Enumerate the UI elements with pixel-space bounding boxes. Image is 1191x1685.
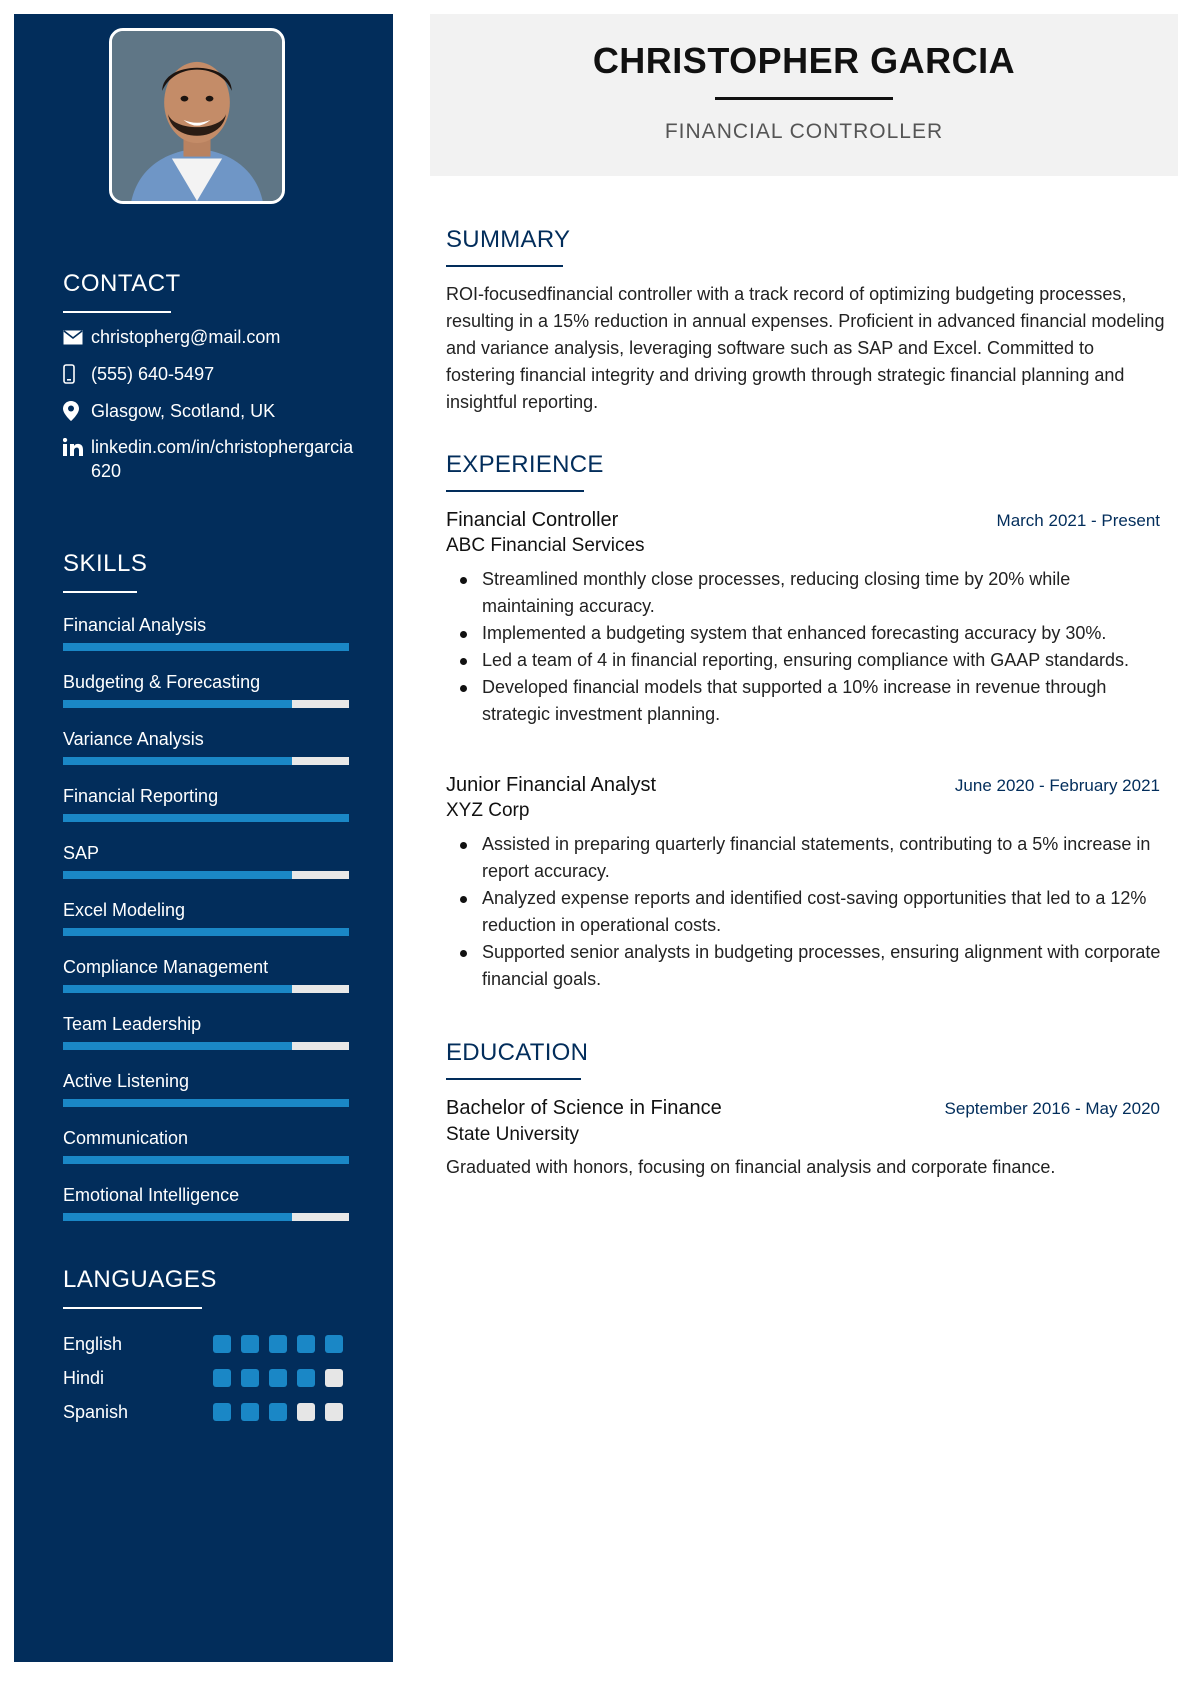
linkedin-icon bbox=[63, 435, 91, 459]
skill-level-bar bbox=[63, 814, 349, 822]
skill-item bbox=[63, 1127, 349, 1164]
education-note: Graduated with honors, focusing on financial analysis and corporate finance. bbox=[446, 1157, 1056, 1177]
contact-email[interactable] bbox=[63, 325, 363, 349]
name-divider bbox=[715, 97, 893, 100]
job-bullets bbox=[446, 831, 1166, 993]
language-item bbox=[63, 1332, 353, 1356]
skill-item bbox=[63, 785, 349, 822]
languages-underline bbox=[63, 1307, 202, 1309]
education-underline bbox=[446, 1078, 581, 1080]
job-bullet: Implemented a budgeting system that enhanced forecasting accuracy by 30%. bbox=[446, 620, 1166, 647]
skill-level-bar bbox=[63, 1213, 349, 1221]
skill-item bbox=[63, 1184, 349, 1221]
skill-level-fill bbox=[63, 928, 349, 936]
language-level-dot bbox=[241, 1403, 259, 1421]
phone-icon bbox=[63, 362, 91, 386]
sidebar bbox=[14, 14, 393, 1662]
language-level-dot bbox=[297, 1369, 315, 1387]
skill-label: Team Leadership bbox=[63, 1014, 202, 1034]
person-portrait-icon bbox=[112, 31, 282, 201]
skill-level-bar bbox=[63, 1156, 349, 1164]
skill-item bbox=[63, 1070, 349, 1107]
email-text: christopherg@mail.com bbox=[91, 327, 281, 347]
job-title: Financial Controller bbox=[446, 509, 619, 531]
skill-item bbox=[63, 614, 349, 651]
language-level-dot bbox=[325, 1335, 343, 1353]
skill-item bbox=[63, 1013, 349, 1050]
language-level-dots bbox=[213, 1369, 343, 1387]
skill-item bbox=[63, 728, 349, 765]
job-bullets bbox=[446, 566, 1166, 728]
skill-label: Budgeting & Forecasting bbox=[63, 672, 261, 692]
skill-label: Active Listening bbox=[63, 1071, 190, 1091]
profile-photo bbox=[109, 28, 285, 204]
skill-label: Communication bbox=[63, 1128, 189, 1148]
job-bullet: Supported senior analysts in budgeting processes, ensuring alignment with corporate financial goals. bbox=[446, 939, 1166, 993]
skill-level-fill bbox=[63, 643, 349, 651]
language-level-dot bbox=[213, 1335, 231, 1353]
language-label: Spanish bbox=[63, 1401, 129, 1422]
skill-level-bar bbox=[63, 985, 349, 993]
skill-label: Financial Reporting bbox=[63, 786, 219, 806]
job-bullet: Analyzed expense reports and identified cost-saving opportunities that led to a 12% reduction in operational costs. bbox=[446, 885, 1166, 939]
summary-underline bbox=[446, 265, 563, 267]
contact-linkedin[interactable] bbox=[63, 435, 363, 483]
language-level-dot bbox=[269, 1335, 287, 1353]
skill-level-fill bbox=[63, 1042, 292, 1050]
degree-title: Bachelor of Science in Finance bbox=[446, 1097, 722, 1119]
languages-heading: LANGUAGES bbox=[63, 1266, 217, 1293]
skill-level-bar bbox=[63, 757, 349, 765]
contact-heading: CONTACT bbox=[63, 270, 181, 297]
linkedin-text: linkedin.com/in/christophergarcia620 bbox=[91, 437, 354, 481]
skill-label: SAP bbox=[63, 843, 100, 863]
skill-level-bar bbox=[63, 928, 349, 936]
skill-label: Variance Analysis bbox=[63, 729, 204, 749]
skills-underline bbox=[63, 591, 137, 593]
skill-level-bar bbox=[63, 643, 349, 651]
skills-heading: SKILLS bbox=[63, 550, 148, 577]
language-label: English bbox=[63, 1333, 123, 1354]
language-level-dot bbox=[213, 1369, 231, 1387]
school-name: State University bbox=[446, 1124, 580, 1145]
phone-text: (555) 640-5497 bbox=[91, 364, 215, 384]
job-dates: June 2020 - February 2021 bbox=[954, 776, 1160, 795]
job-title: Junior Financial Analyst bbox=[446, 774, 657, 796]
skill-level-fill bbox=[63, 1099, 349, 1107]
language-level-dots bbox=[213, 1403, 343, 1421]
job-bullet: Led a team of 4 in financial reporting, ensuring compliance with GAAP standards. bbox=[446, 647, 1166, 674]
language-level-dot bbox=[269, 1403, 287, 1421]
education-dates: September 2016 - May 2020 bbox=[944, 1099, 1160, 1118]
experience-underline bbox=[446, 490, 584, 492]
job-dates: March 2021 - Present bbox=[996, 511, 1160, 530]
resume-header bbox=[430, 14, 1178, 176]
skill-level-fill bbox=[63, 700, 292, 708]
skill-level-fill bbox=[63, 814, 349, 822]
skill-label: Financial Analysis bbox=[63, 615, 207, 635]
location-text: Glasgow, Scotland, UK bbox=[91, 401, 276, 421]
language-level-dot bbox=[241, 1369, 259, 1387]
education-heading: EDUCATION bbox=[446, 1039, 589, 1066]
language-level-dot bbox=[297, 1335, 315, 1353]
location-pin-icon bbox=[63, 399, 91, 423]
skill-level-fill bbox=[63, 1156, 349, 1164]
language-level-dot bbox=[325, 1369, 343, 1387]
experience-heading: EXPERIENCE bbox=[446, 451, 604, 478]
job-company: ABC Financial Services bbox=[446, 535, 645, 556]
skill-label: Emotional Intelligence bbox=[63, 1185, 240, 1205]
job-bullet: Developed financial models that supported a 10% increase in revenue through strategic investment planning. bbox=[446, 674, 1166, 728]
skill-item bbox=[63, 956, 349, 993]
contact-location bbox=[63, 399, 363, 423]
language-level-dots bbox=[213, 1335, 343, 1353]
summary-text: ROI-focusedfinancial controller with a track record of optimizing budgeting processes, resulting in a 15% reduction in annual expenses. Proficient in advanced financial modeling and variance analysis, leveraging software such as SAP and Excel. Committed to fostering financial integrity and driving growth through strategic financial planning and insightful reporting. bbox=[446, 284, 1165, 412]
skill-item bbox=[63, 671, 349, 708]
language-level-dot bbox=[241, 1335, 259, 1353]
skill-level-bar bbox=[63, 1042, 349, 1050]
skill-level-bar bbox=[63, 871, 349, 879]
skill-item bbox=[63, 899, 349, 936]
contact-underline bbox=[63, 311, 171, 313]
skill-level-bar bbox=[63, 1099, 349, 1107]
language-level-dot bbox=[325, 1403, 343, 1421]
summary-heading: SUMMARY bbox=[446, 226, 571, 253]
job-bullet: Streamlined monthly close processes, reducing closing time by 20% while maintaining accuracy. bbox=[446, 566, 1166, 620]
language-level-dot bbox=[297, 1403, 315, 1421]
skill-level-fill bbox=[63, 1213, 292, 1221]
envelope-icon bbox=[63, 325, 91, 349]
job-bullet: Assisted in preparing quarterly financial statements, contributing to a 5% increase in report accuracy. bbox=[446, 831, 1166, 885]
skill-label: Excel Modeling bbox=[63, 900, 186, 920]
language-label: Hindi bbox=[63, 1367, 105, 1388]
skill-label: Compliance Management bbox=[63, 957, 269, 977]
skill-item bbox=[63, 842, 349, 879]
job-company: XYZ Corp bbox=[446, 800, 530, 821]
language-item bbox=[63, 1366, 353, 1390]
candidate-name: CHRISTOPHER GARCIA bbox=[592, 40, 1016, 81]
contact-phone[interactable] bbox=[63, 362, 363, 386]
skill-level-bar bbox=[63, 700, 349, 708]
skill-level-fill bbox=[63, 757, 292, 765]
skill-level-fill bbox=[63, 871, 292, 879]
candidate-role: FINANCIAL CONTROLLER bbox=[664, 120, 944, 143]
language-item bbox=[63, 1400, 353, 1424]
language-level-dot bbox=[269, 1369, 287, 1387]
skill-level-fill bbox=[63, 985, 292, 993]
language-level-dot bbox=[213, 1403, 231, 1421]
